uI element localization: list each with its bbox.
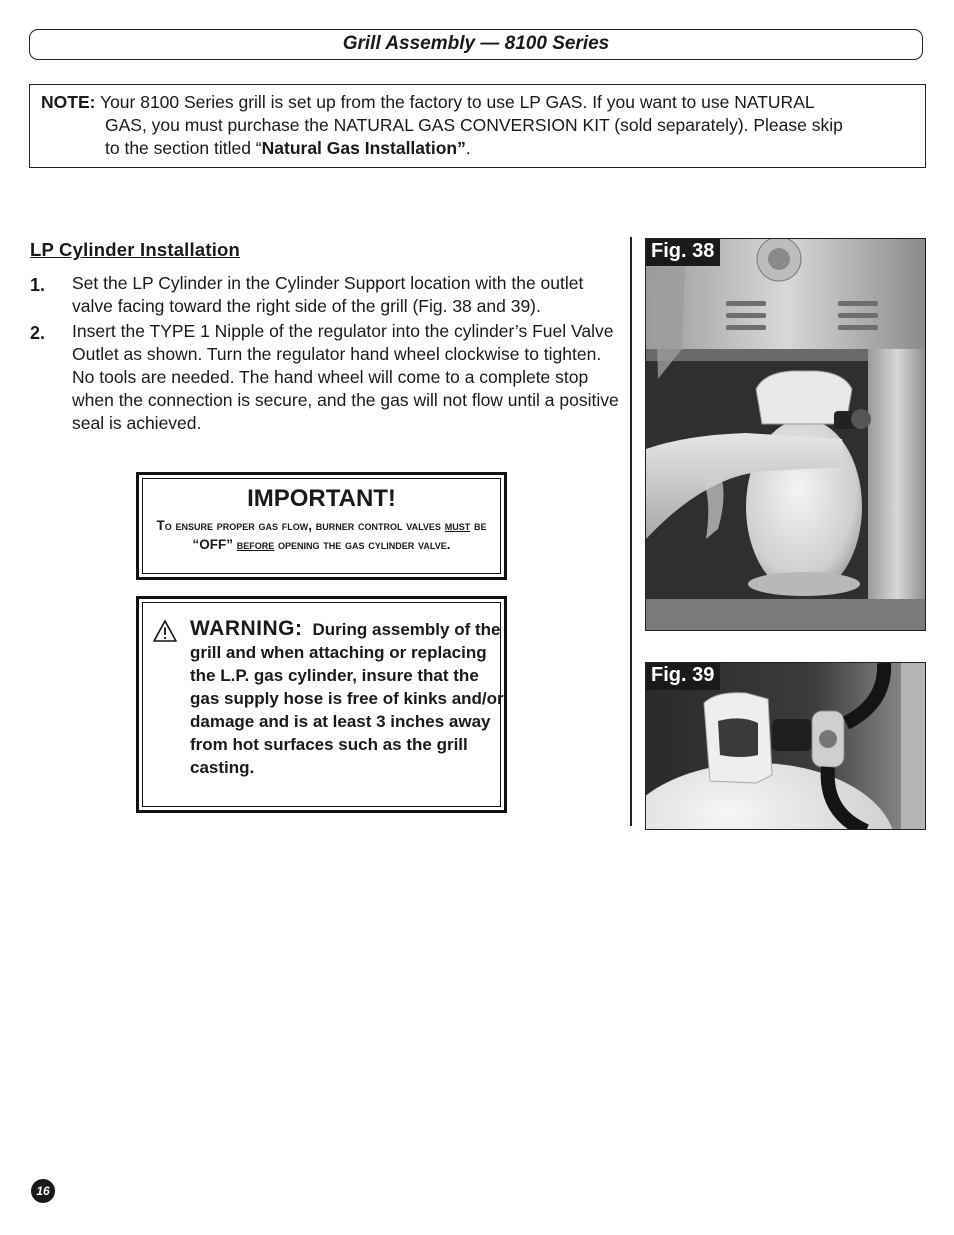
- important-text-must: must: [444, 518, 471, 533]
- warning-box: [136, 596, 507, 813]
- figure-38-label: Fig. 38: [646, 239, 720, 266]
- note-link-natural-gas: Natural Gas Installation”: [261, 138, 466, 158]
- note-line-2: GAS, you must purchase the NATURAL GAS CONVERSION KIT (sold separately). Please skip: [105, 115, 843, 135]
- important-box: [136, 472, 507, 580]
- figure-39-label: Fig. 39: [646, 663, 720, 690]
- important-text-before: before: [236, 537, 275, 552]
- warning-body: During assembly of the grill and when attaching or replacing the L.P. gas cylinder, insure that the gas supply hose is free of kinks and/or damage and is at least 3 inches away from hot surfaces such as the grill casting.: [190, 620, 504, 777]
- step-text: Insert the TYPE 1 Nipple of the regulator into the cylinder’s Fuel Valve Outlet as shown. Turn the regulator hand wheel clockwise to tighten. No tools are needed. The hand wheel will come to a complete stop when the connection is secure, and the gas will not flow until a positive seal is achieved.: [72, 321, 619, 433]
- note-line-3: [41, 137, 913, 160]
- figure-38: [645, 238, 926, 631]
- step-2: [30, 320, 620, 435]
- warning-triangle-icon: [152, 619, 178, 648]
- step-text: Set the LP Cylinder in the Cylinder Support location with the outlet valve facing toward the right side of the grill (Fig. 38 and 39).: [72, 273, 584, 316]
- warning-text: [190, 617, 508, 779]
- note-line-3-suffix: .: [465, 138, 471, 158]
- note-line-3-prefix: to the section titled “: [105, 138, 262, 158]
- important-text-part-1: To ensure proper gas flow, burner control valves: [156, 518, 441, 533]
- figure-38-photo: [646, 239, 926, 631]
- figure-39: [645, 662, 926, 830]
- column-divider: [630, 237, 632, 826]
- note-label: NOTE:: [41, 92, 96, 112]
- step-number: 1.: [30, 275, 46, 295]
- warning-label: WARNING:: [190, 617, 303, 640]
- step-number: 2.: [30, 323, 46, 343]
- important-text-part-3: opening the gas cylinder valve.: [278, 537, 451, 552]
- important-title: IMPORTANT!: [247, 485, 396, 512]
- page-header: [29, 29, 923, 60]
- important-box-inner-border: [142, 478, 501, 574]
- warning-box-inner-border: [142, 602, 504, 807]
- step-1: [30, 272, 620, 318]
- important-text: [143, 516, 500, 554]
- note-line-1: Your 8100 Series grill is set up from the factory to use LP GAS. If you want to use NATURAL: [100, 92, 815, 112]
- section-title: LP Cylinder Installation: [30, 239, 241, 260]
- important-text-part-2: be “OFF”: [192, 518, 487, 552]
- note-box: [29, 84, 926, 168]
- page-header-title: Grill Assembly — 8100 Series: [342, 33, 610, 54]
- page-number: 16: [31, 1179, 55, 1203]
